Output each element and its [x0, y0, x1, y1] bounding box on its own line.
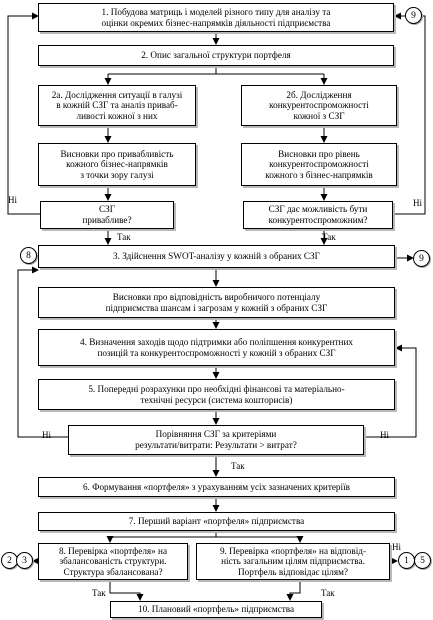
block-7-first-portfolio-variant: 7. Перший варіант «портфеля» підприємства	[38, 512, 395, 531]
label-yes-left: Так	[117, 232, 131, 242]
block-8-balance-check: 8. Перевірка «портфеля» на збалансованість структури. Структура збалансована?	[38, 543, 188, 580]
block-4-support-measures: 4. Визначення заходів щодо підтримки або поліпшення конкурентних позицій та конкурентоспроможності у кожній з обраних СЗГ	[38, 329, 395, 366]
label-yes-compare: Так	[231, 461, 245, 471]
block-2a-industry-research: 2а. Дослідження ситуації в галузі в кожній СЗГ та аналіз приваб- ливості кожної з них	[38, 85, 196, 126]
label-no-left-top: Ні	[8, 195, 17, 205]
block-9-goals-check: 9. Перевірка «портфеля» на відповід- ність загальним цілям підприємства. Портфель відповідає цілям?	[196, 543, 390, 580]
label-no-compare-right: Ні	[380, 430, 389, 440]
decision-results-vs-costs: Порівняння СЗГ за критеріями результати/витрати: Результати > витрат?	[68, 425, 364, 455]
block-1-matrix-building: 1. Побудова матриць і моделей різного типу для аналізу та оцінки окремих бізнес-напрямків діяльності підприємства	[38, 3, 394, 32]
block-2-portfolio-structure: 2. Опис загальної структури портфеля	[38, 45, 394, 66]
block-10-planned-portfolio: 10. Плановий «портфель» підприємства	[110, 601, 322, 618]
connector-3-bottom: 3	[16, 552, 33, 569]
label-yes-block8: Так	[92, 588, 106, 598]
block-attractiveness-conclusions: Висновки про привабливість кожного бізнес-напрямків з точки зору галузі	[38, 143, 196, 186]
block-6-portfolio-forming: 6. Формування «портфеля» з урахуванням усіх зазначених критеріїв	[38, 477, 395, 497]
label-yes-block9: Так	[321, 588, 335, 598]
block-competitiveness-conclusions: Висновки про рівень конкурентоспроможності кожного з бізнес-напрямків	[241, 143, 397, 186]
connector-1-bottom: 1	[398, 552, 415, 569]
connector-2-bottom: 2	[1, 552, 18, 569]
connector-9-mid: 9	[413, 250, 430, 267]
decision-szg-attractive: СЗГ привабливе?	[40, 201, 174, 229]
label-no-right-top: Ні	[413, 198, 422, 208]
decision-szg-competitive: СЗГ дає можливість бути конкурентоспроможним?	[243, 201, 393, 229]
label-no-compare-left: Ні	[42, 430, 51, 440]
connector-9-top: 9	[405, 7, 422, 24]
block-2b-competitiveness-research: 2б. Дослідження конкурентоспроможності кожної з СЗГ	[241, 85, 397, 126]
block-5-resource-estimates: 5. Попередні розрахунки про необхідні фінансові та матеріально- технічні ресурси (система кошторисів)	[38, 379, 395, 410]
block-3-swot-analysis: 3. Здійснення SWOT-аналізу у кожній з обраних СЗГ	[38, 245, 395, 268]
label-no-block9: Ні	[392, 542, 401, 552]
connector-5-bottom: 5	[414, 552, 431, 569]
block-potential-conclusions: Висновки про відповідність виробничого потенціалу підприємства шансам і загрозам у кожній з обраних СЗГ	[38, 287, 395, 318]
connector-8-mid: 8	[20, 247, 37, 264]
label-yes-right: Так	[322, 232, 336, 242]
